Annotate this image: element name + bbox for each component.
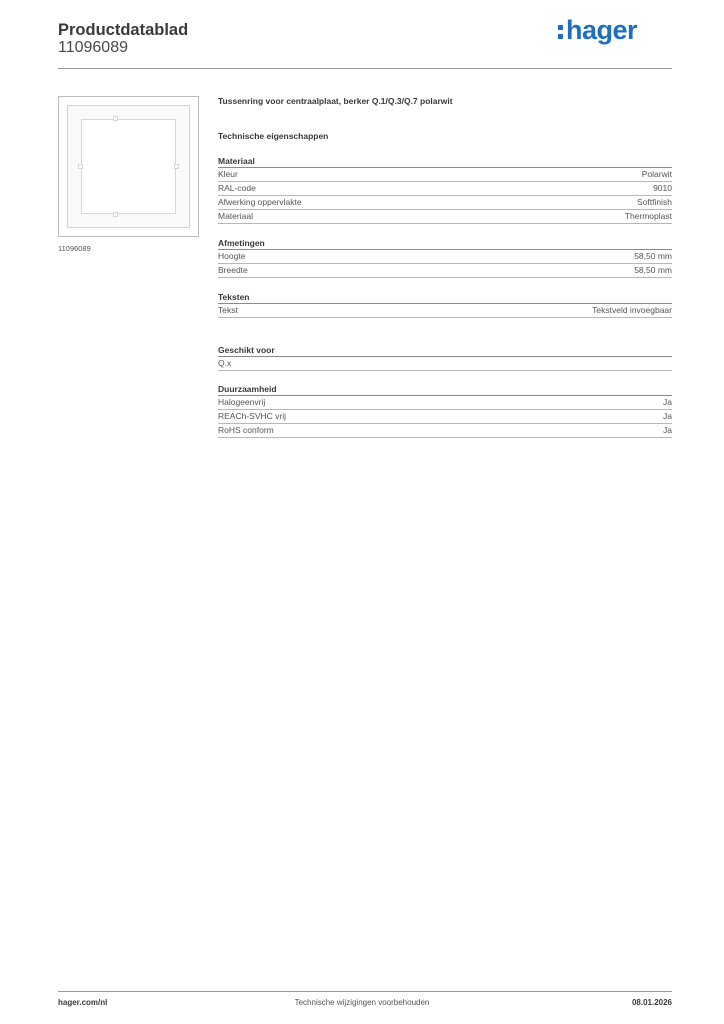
spec-value: 9010 [653, 183, 672, 193]
article-number: 11096089 [58, 39, 128, 56]
spec-value: Ja [663, 425, 672, 435]
spec-label: Tekst [218, 305, 238, 315]
spec-row [218, 424, 672, 438]
product-description: Tussenring voor centraalplaat, berker Q.1/Q.3/Q.7 polarwit [218, 96, 453, 106]
section-title: Materiaal [218, 155, 672, 168]
frame-notch-icon [174, 164, 179, 169]
spec-value: Ja [663, 397, 672, 407]
frame-notch-icon [113, 212, 118, 217]
spec-row [218, 250, 672, 264]
footer-divider [58, 991, 672, 992]
section-materiaal [218, 155, 672, 224]
frame-notch-icon [78, 164, 83, 169]
spec-value: Polarwit [641, 169, 672, 179]
spec-label: Halogeenvrij [218, 397, 266, 407]
spec-row [218, 264, 672, 278]
spec-row [218, 182, 672, 196]
spec-value: Thermoplast [624, 211, 672, 221]
image-caption: 11096089 [58, 244, 91, 253]
spec-label: Afwerking oppervlakte [218, 197, 302, 207]
section-title: Afmetingen [218, 237, 672, 250]
spec-label: Hoogte [218, 251, 246, 261]
spec-value: Softfinish [637, 197, 672, 207]
section-afmetingen [218, 237, 672, 278]
spec-row [218, 357, 672, 371]
logo-dots-icon [558, 25, 563, 43]
spec-row [218, 410, 672, 424]
spec-row [218, 304, 672, 318]
spec-row [218, 196, 672, 210]
spec-label: REACh-SVHC vrij [218, 411, 287, 421]
logo-text: hager [566, 15, 638, 45]
spec-row [218, 396, 672, 410]
spec-label: RAL-code [218, 183, 256, 193]
frame-ring-inner [81, 119, 176, 214]
footer-note: Technische wijzigingen voorbehouden [294, 998, 430, 1007]
footer-website-link[interactable]: hager.com/nl [58, 998, 108, 1007]
product-image [58, 96, 199, 237]
page-title: Productdatablad [58, 21, 189, 39]
spec-value: Ja [663, 411, 672, 421]
spec-label: Breedte [218, 265, 248, 275]
spec-value: 58,50 mm [634, 265, 672, 275]
tech-heading: Technische eigenschappen [218, 131, 329, 141]
section-geschikt-voor [218, 344, 672, 371]
frame-ring-outer [67, 105, 190, 228]
frame-notch-icon [113, 116, 118, 121]
section-title: Teksten [218, 291, 672, 304]
section-title: Geschikt voor [218, 344, 672, 357]
spec-row [218, 168, 672, 182]
spec-value: 58,50 mm [634, 251, 672, 261]
hager-logo [566, 15, 637, 46]
spec-label: Kleur [218, 169, 238, 179]
spec-value: Tekstveld invoegbaar [592, 305, 672, 315]
section-teksten [218, 291, 672, 318]
section-title: Duurzaamheid [218, 383, 672, 396]
spec-row [218, 210, 672, 224]
section-duurzaamheid [218, 383, 672, 438]
spec-label: Q.x [218, 358, 232, 368]
spec-label: Materiaal [218, 211, 253, 221]
footer-date: 08.01.2026 [631, 998, 672, 1007]
spec-label: RoHS conform [218, 425, 274, 435]
header-divider [58, 68, 672, 69]
